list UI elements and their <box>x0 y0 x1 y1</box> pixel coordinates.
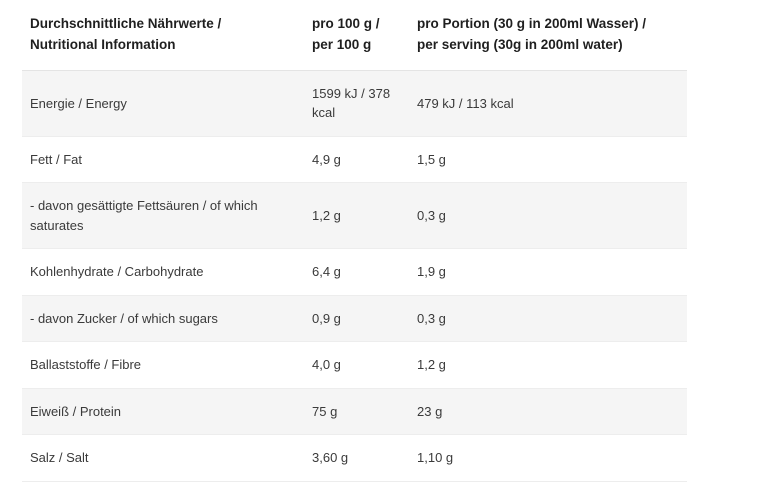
row-value-per-serving: 23 g <box>407 388 687 435</box>
row-value-per-100g: 0,9 g <box>302 295 407 342</box>
row-value-per-100g: 3,60 g <box>302 435 407 482</box>
row-label: - davon Zucker / of which sugars <box>22 295 302 342</box>
row-value-per-serving: 479 kJ / 113 kcal <box>407 70 687 136</box>
table-row <box>22 435 687 482</box>
row-value-per-serving: 1,10 g <box>407 435 687 482</box>
row-value-per-serving: 1,9 g <box>407 249 687 296</box>
row-label: Kohlenhydrate / Carbohydrate <box>22 249 302 296</box>
table-header-row <box>22 0 687 70</box>
row-label: - davon gesättigte Fettsäuren / of which saturates <box>22 183 302 249</box>
table-row <box>22 388 687 435</box>
row-value-per-100g: 75 g <box>302 388 407 435</box>
table-row <box>22 342 687 389</box>
table-row <box>22 183 687 249</box>
nutrition-table <box>22 0 687 482</box>
column-header-per-100g-line1: pro 100 g / <box>312 16 380 31</box>
column-header-nutrient-line1: Durchschnittliche Nährwerte / <box>30 16 222 31</box>
column-header-per-serving-line1: pro Portion (30 g in 200ml Wasser) / <box>417 16 647 31</box>
row-value-per-100g: 4,9 g <box>302 136 407 183</box>
row-label: Ballaststoffe / Fibre <box>22 342 302 389</box>
row-value-per-serving: 1,5 g <box>407 136 687 183</box>
table-row <box>22 295 687 342</box>
row-value-per-100g: 4,0 g <box>302 342 407 389</box>
row-label: Salz / Salt <box>22 435 302 482</box>
table-row <box>22 70 687 136</box>
row-value-per-serving: 1,2 g <box>407 342 687 389</box>
column-header-per-serving-line2: per serving (30g in 200ml water) <box>417 36 623 52</box>
column-header-per-100g-line2: per 100 g <box>312 36 372 52</box>
column-header-per-100g <box>302 0 407 70</box>
row-value-per-serving: 0,3 g <box>407 295 687 342</box>
column-header-nutrient <box>22 0 302 70</box>
row-value-per-100g: 1,2 g <box>302 183 407 249</box>
column-header-nutrient-line2: Nutritional Information <box>30 36 176 52</box>
row-value-per-100g: 6,4 g <box>302 249 407 296</box>
column-header-per-serving <box>407 0 687 70</box>
row-label: Energie / Energy <box>22 70 302 136</box>
table-row <box>22 249 687 296</box>
row-value-per-serving: 0,3 g <box>407 183 687 249</box>
row-value-per-100g: 1599 kJ / 378 kcal <box>302 70 407 136</box>
row-label: Eiweiß / Protein <box>22 388 302 435</box>
row-label: Fett / Fat <box>22 136 302 183</box>
table-row <box>22 136 687 183</box>
